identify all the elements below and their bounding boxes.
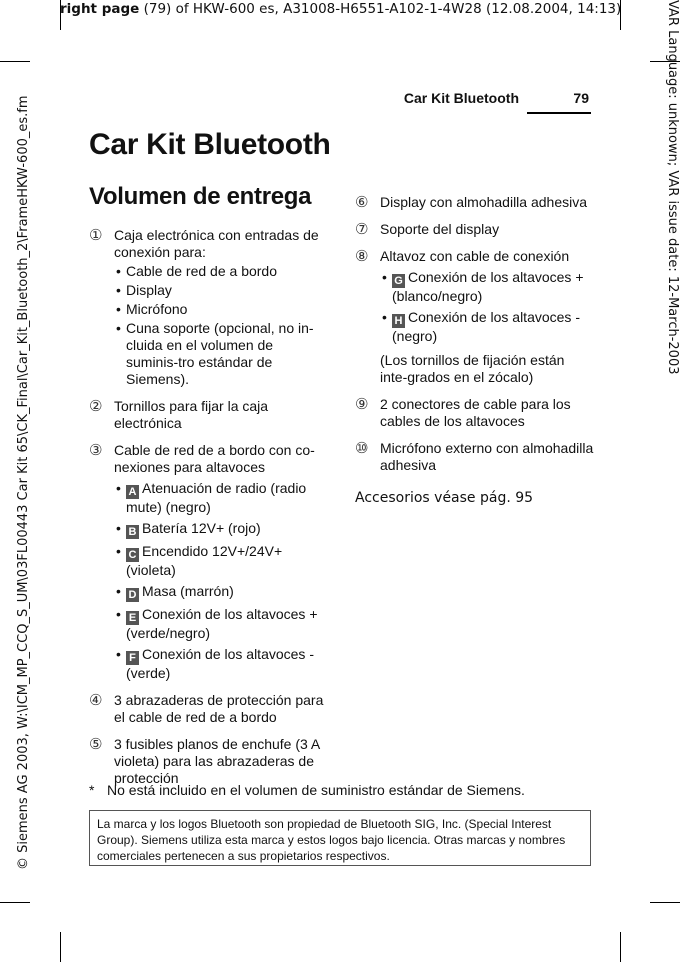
list-item bbox=[89, 398, 329, 432]
side-note-left bbox=[0, 0, 31, 962]
sub-item bbox=[114, 320, 329, 388]
sub-item-text: Batería 12V+ (rojo) bbox=[142, 520, 261, 536]
list-item bbox=[355, 221, 595, 238]
item-note: (Los tornillos de fijación están inte-grados en el zócalo) bbox=[380, 352, 565, 385]
connector-badge: F bbox=[126, 651, 139, 665]
print-job-note-bold: right page bbox=[60, 1, 140, 17]
sub-item-text: Atenuación de radio (radio mute) (negro) bbox=[126, 480, 307, 515]
sub-item-text: Conexión de los altavoces - (negro) bbox=[392, 309, 580, 344]
footnote-mark: * bbox=[89, 782, 95, 798]
sub-item-text: Cable de red de a bordo bbox=[126, 263, 277, 279]
item-number: ⑥ bbox=[355, 193, 369, 211]
connector-badge: E bbox=[126, 611, 139, 625]
header-rule bbox=[527, 112, 591, 114]
sub-item-text: Cuna soporte (opcional, no in-cluida en el volumen de suminis-tro estándar de Siemens). bbox=[126, 320, 314, 387]
item-number: ⑩ bbox=[355, 439, 369, 457]
list-item bbox=[355, 396, 595, 430]
item-text: 3 fusibles planos de enchufe (3 A violeta) para las abrazaderas de protección bbox=[114, 736, 320, 786]
list-item bbox=[89, 736, 329, 787]
sub-item-text: Conexión de los altavoces - (verde) bbox=[126, 646, 314, 681]
connector-badge: D bbox=[126, 588, 139, 602]
page-number: 79 bbox=[573, 90, 589, 106]
side-note-left-text: © Siemens AG 2003, W:\ICM_MP_CCQ_S_UM\03FL00443 Car Kit 65\CK_Final\Car_Kit_Bluetooth_2\FrameHKW-600_es.fm bbox=[16, 95, 31, 870]
side-note-right-text: VAR Language: unknown; VAR issue date: 12-March-2003 bbox=[665, 0, 680, 375]
item-number: ① bbox=[89, 226, 103, 244]
right-column bbox=[355, 194, 595, 484]
item-number: ⑦ bbox=[355, 220, 369, 238]
connector-badge: B bbox=[126, 525, 139, 539]
list-item bbox=[89, 442, 329, 682]
sub-item bbox=[114, 480, 329, 516]
sub-item bbox=[114, 301, 329, 318]
sub-item bbox=[114, 263, 329, 280]
sub-item bbox=[114, 583, 329, 602]
item-text: Micrófono externo con almohadilla adhesiva bbox=[380, 440, 594, 473]
sub-item-text: Micrófono bbox=[126, 301, 188, 317]
connector-badge: H bbox=[392, 314, 405, 328]
connector-badge: A bbox=[126, 485, 139, 499]
list-item bbox=[355, 440, 595, 474]
sub-item bbox=[380, 269, 595, 305]
item-number: ⑨ bbox=[355, 395, 369, 413]
item-text: Altavoz con cable de conexión bbox=[380, 248, 570, 264]
side-note-right bbox=[664, 0, 680, 962]
print-job-note-text: (79) of HKW-600 es, A31008-H6551-A102-1-4W28 (12.08.2004, 14:13) bbox=[139, 1, 622, 17]
item-number: ⑤ bbox=[89, 735, 103, 753]
item-text: Tornillos para fijar la caja electrónica bbox=[114, 398, 269, 431]
item-number: ⑧ bbox=[355, 247, 369, 265]
sub-item-text: Display bbox=[126, 282, 172, 298]
sub-item bbox=[114, 646, 329, 682]
sub-item-text: Encendido 12V+/24V+ (violeta) bbox=[126, 543, 283, 578]
connector-badge: C bbox=[126, 548, 139, 562]
sub-item bbox=[114, 606, 329, 642]
sub-item-text: Conexión de los altavoces + (blanco/negro) bbox=[392, 269, 584, 304]
accessories-reference: Accesorios véase pág. 95 bbox=[355, 490, 534, 506]
footnote bbox=[89, 782, 525, 798]
crop-mark bbox=[620, 932, 621, 962]
item-text: Soporte del display bbox=[380, 221, 500, 237]
list-item bbox=[355, 248, 595, 386]
sub-item bbox=[114, 520, 329, 539]
item-text: Caja electrónica con entradas de conexión para: bbox=[114, 227, 319, 260]
sub-item-text: Masa (marrón) bbox=[142, 583, 234, 599]
sub-item bbox=[114, 543, 329, 579]
header-section-title: Car Kit Bluetooth bbox=[403, 90, 519, 106]
connector-badge: G bbox=[392, 274, 405, 288]
footnote-text: No está incluido en el volumen de suministro estándar de Siemens. bbox=[107, 782, 525, 798]
list-item bbox=[89, 227, 329, 388]
print-job-note bbox=[60, 1, 635, 17]
item-text: 3 abrazaderas de protección para el cable de red de a bordo bbox=[114, 692, 324, 725]
trademark-notice: La marca y los logos Bluetooth son propiedad de Bluetooth SIG, Inc. (Special Interest Group). Siemens utiliza esta marca y estos logos bajo licencia. Otras marcas y nombres comerciales pertenecen a sus propietarios respectivos. bbox=[89, 810, 591, 866]
item-text: Display con almohadilla adhesiva bbox=[380, 194, 588, 210]
item-number: ② bbox=[89, 397, 103, 415]
sub-item bbox=[380, 309, 595, 345]
left-column bbox=[89, 227, 329, 797]
section-heading: Volumen de entrega bbox=[89, 183, 312, 210]
running-header bbox=[89, 88, 591, 114]
list-item bbox=[355, 194, 595, 211]
list-item bbox=[89, 692, 329, 726]
item-text: Cable de red de a bordo con co-nexiones para altavoces bbox=[114, 442, 315, 475]
item-number: ③ bbox=[89, 441, 103, 459]
page-title: Car Kit Bluetooth bbox=[89, 128, 331, 161]
item-text: 2 conectores de cable para los cables de los altavoces bbox=[380, 396, 571, 429]
sub-item-text: Conexión de los altavoces + (verde/negro) bbox=[126, 606, 318, 641]
item-number: ④ bbox=[89, 691, 103, 709]
crop-mark bbox=[60, 932, 61, 962]
sub-item bbox=[114, 282, 329, 299]
